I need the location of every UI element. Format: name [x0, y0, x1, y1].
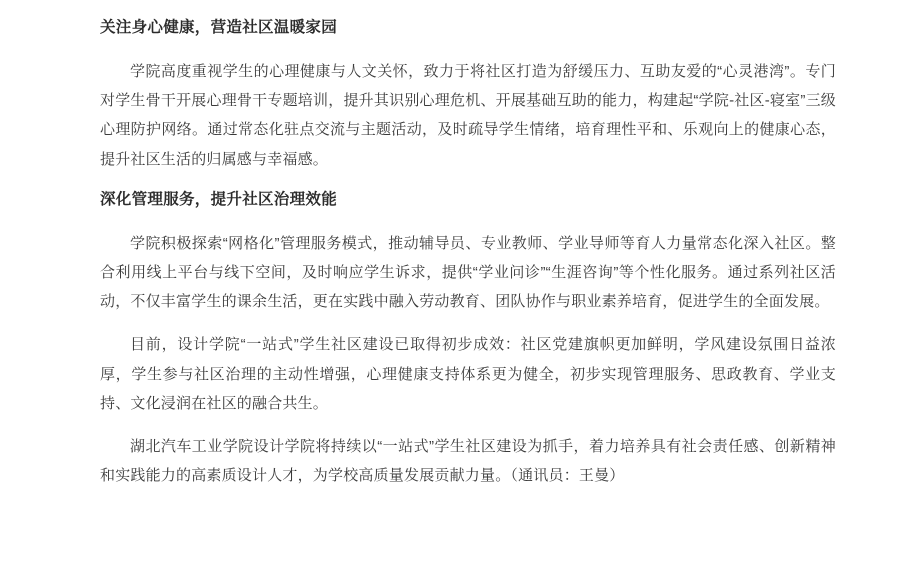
paragraph-current-results: 目前，设计学院“一站式”学生社区建设已取得初步成效：社区党建旗帜更加鲜明，学风建设氛围日益浓厚，学生参与社区治理的主动性增强，心理健康支持体系更为健全，初步实现管理服务、思政教育、学业支持、文化浸润在社区的融合共生。: [100, 336, 836, 412]
paragraph-mental-health: 学院高度重视学生的心理健康与人文关怀，致力于将社区打造为舒缓压力、互助友爱的“心灵港湾”。专门对学生骨干开展心理骨干专题培训，提升其识别心理危机、开展基础互助的能力，构建起“学院-社区-寝室”三级心理防护网络。通过常态化驻点交流与主题活动，及时疏导学生情绪，培育理性平和、乐观向上的健康心态，提升社区生活的归属感与幸福感。: [100, 62, 836, 168]
heading-mental-health: 关注身心健康，营造社区温暖家园: [100, 19, 338, 36]
heading-management-service: 深化管理服务，提升社区治理效能: [100, 190, 338, 208]
paragraph-grid-management: 学院积极探索“网格化”管理服务模式，推动辅导员、专业教师、学业导师等育人力量常态化深入社区。整合利用线上平台与线下空间，及时响应学生诉求，提供“学业问诊”“生涯咨询”等个性化服务。通过系列社区活动，不仅丰富学生的课余生活，更在实践中融入劳动教育、团队协作与职业素养培育，促进学生的全面发展。: [100, 234, 836, 311]
paragraph-closing: 湖北汽车工业学院设计学院将持续以“一站式”学生社区建设为抓手，着力培养具有社会责任感、创新精神和实践能力的高素质设计人才，为学校高质量发展贡献力量。（通讯员：王曼）: [100, 438, 836, 485]
article-body: [100, 16, 836, 491]
